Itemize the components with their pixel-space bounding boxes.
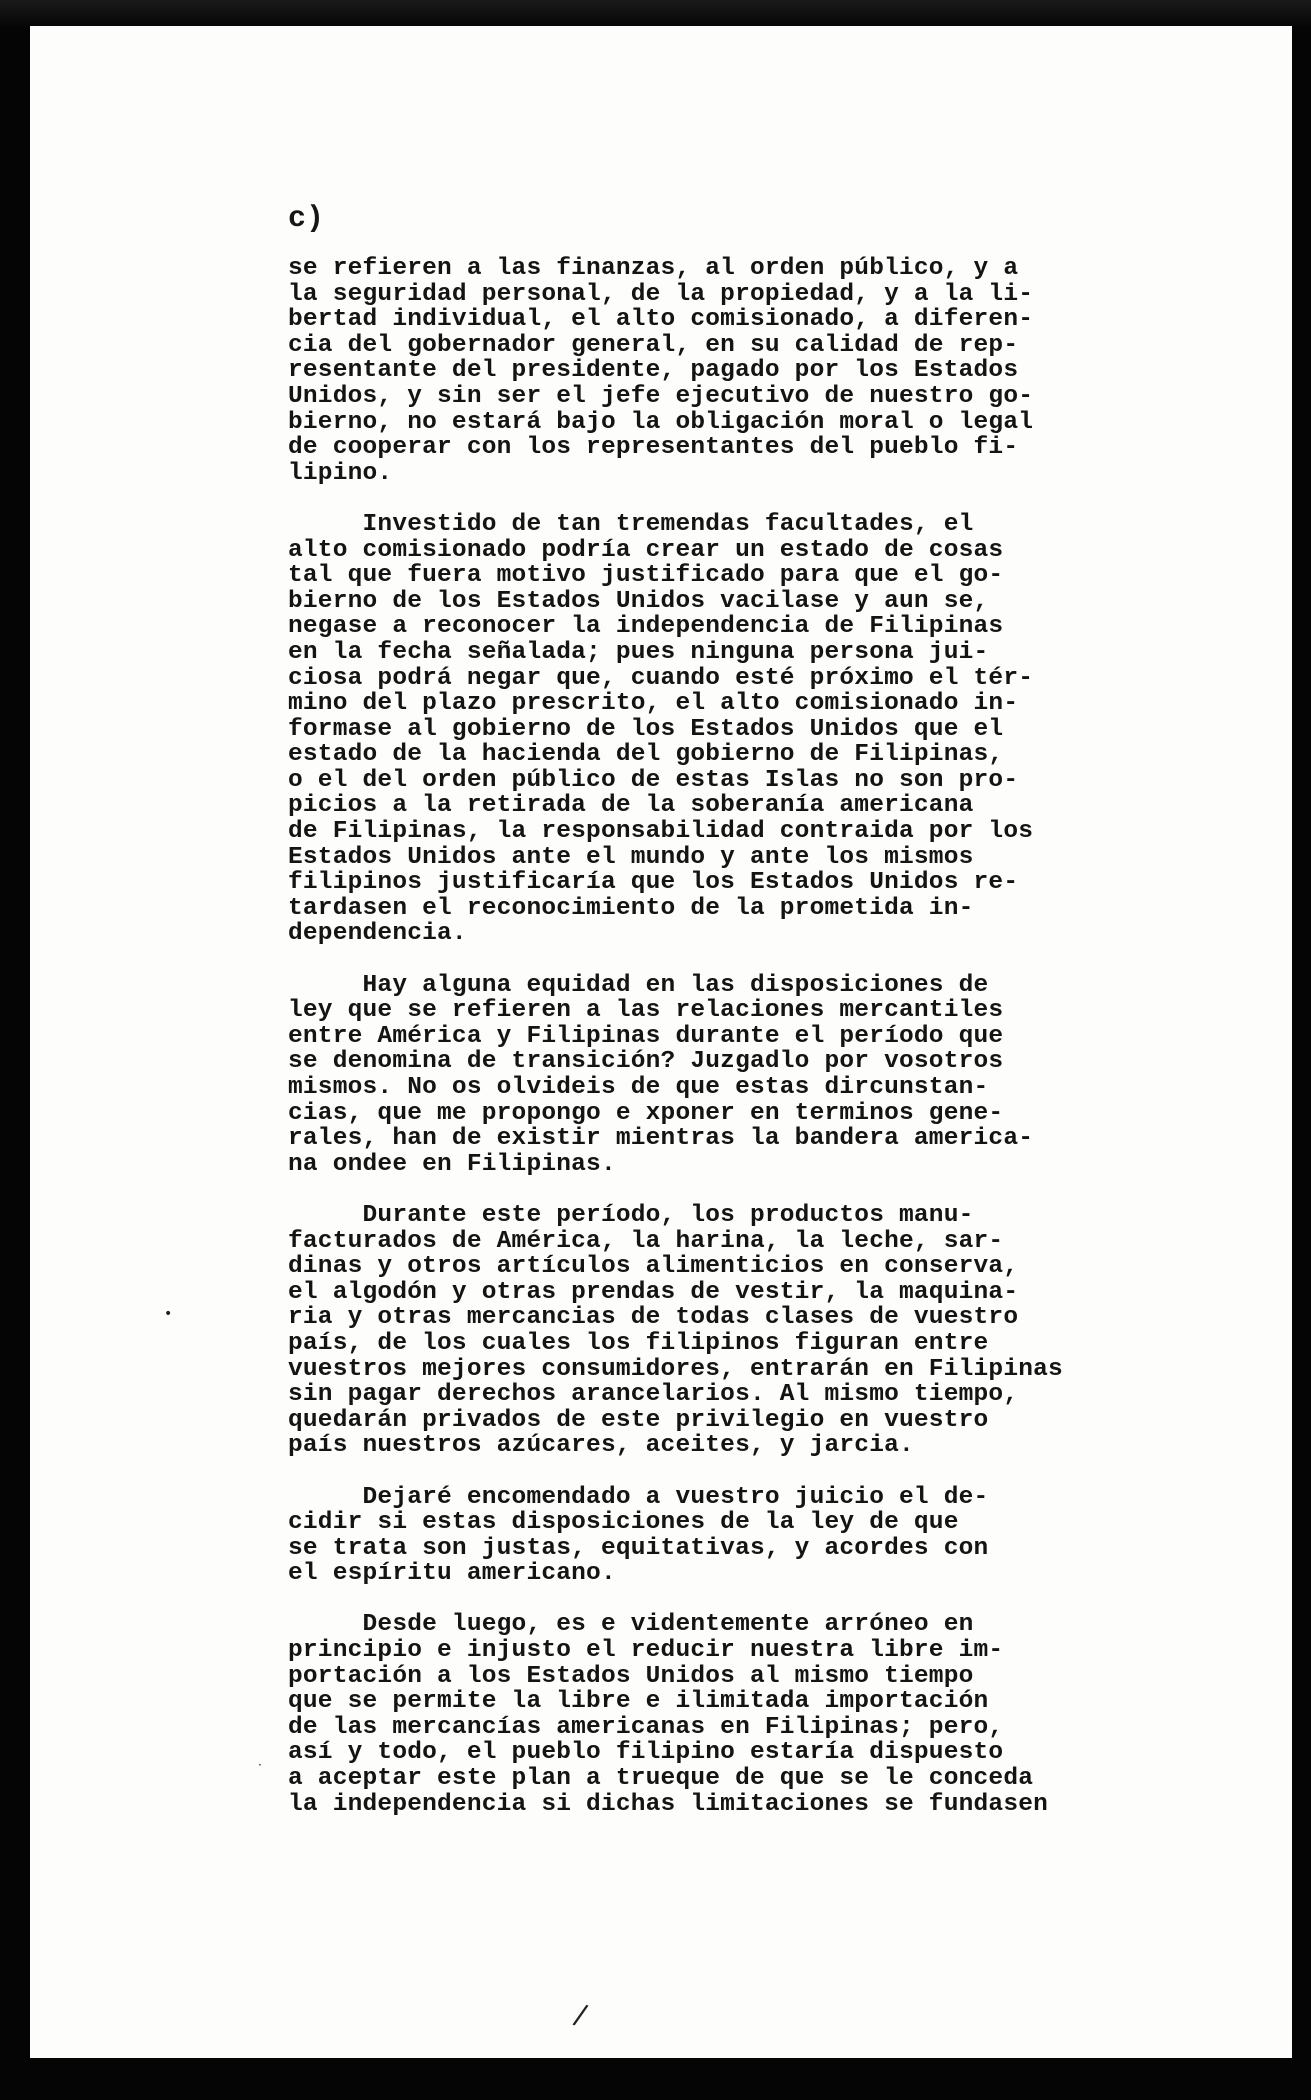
text-line: quedarán privados de este privilegio en vuestro [288, 1406, 989, 1434]
pen-stroke-mark: / [571, 1997, 591, 2032]
text-line: o el del orden público de estas Islas no son pro- [288, 766, 1019, 794]
paragraph [288, 1612, 1128, 1817]
scan-top-edge [0, 0, 1311, 26]
text-line: se refieren a las finanzas, al orden público, y a [288, 255, 1019, 282]
text-line: a aceptar este plan a trueque de que se le conceda [288, 1765, 1034, 1793]
text-line: bierno de los Estados Unidos vacilase y aun se, [288, 587, 989, 615]
text-line: de cooperar con los representantes del pueblo fi- [288, 434, 1019, 462]
text-line: na ondee en Filipinas. [288, 1150, 616, 1178]
text-line: cidir si estas disposiciones de la ley de que [288, 1509, 959, 1537]
text-line: el espíritu americano. [288, 1560, 616, 1588]
text-line: picios a la retirada de la soberanía americana [288, 792, 974, 820]
text-line: facturados de América, la harina, la leche, sar- [288, 1227, 1004, 1255]
text-line: ley que se refieren a las relaciones mercantiles [288, 997, 1004, 1025]
text-line: alto comisionado podría crear un estado de cosas [288, 536, 1004, 564]
text-line: Durante este período, los productos manu- [288, 1201, 974, 1229]
text-line: ria y otras mercancias de todas clases de vuestro [288, 1304, 1019, 1332]
text-line: mino del plazo prescrito, el alto comisionado in- [288, 690, 1019, 718]
text-line: dinas y otros artículos alimenticios en conserva, [288, 1253, 1019, 1281]
text-line: Desde luego, es e videntemente arróneo en [288, 1611, 974, 1639]
text-line: bierno, no estará bajo la obligación moral o legal [288, 408, 1034, 436]
text-line: que se permite la libre e ilimitada importación [288, 1688, 989, 1716]
paragraph [288, 256, 1128, 486]
text-line: de Filipinas, la responsabilidad contraida por los [288, 818, 1034, 846]
text-line: negase a reconocer la independencia de Filipinas [288, 613, 1004, 641]
text-line: sin pagar derechos arancelarios. Al mismo tiempo, [288, 1381, 1019, 1409]
text-line: filipinos justificaría que los Estados Unidos re- [288, 869, 1019, 897]
text-line: ciosa podrá negar que, cuando esté próximo el tér- [288, 664, 1034, 692]
text-line: formase al gobierno de los Estados Unidos que el [288, 715, 1004, 743]
text-line: país nuestros azúcares, aceites, y jarcia. [288, 1432, 914, 1460]
text-line: se trata son justas, equitativas, y acordes con [288, 1534, 989, 1562]
text-line: principio e injusto el reducir nuestra libre im- [288, 1637, 1004, 1665]
text-line: Hay alguna equidad en las disposiciones de [288, 971, 989, 999]
text-line: Dejaré encomendado a vuestro juicio el de- [288, 1483, 989, 1511]
text-line: así y todo, el pueblo filipino estaría dispuesto [288, 1739, 1004, 1767]
ink-speck: • [164, 1306, 173, 1322]
text-line: entre América y Filipinas durante el período que [288, 1022, 1004, 1050]
text-line: resentante del presidente, pagado por los Estados [288, 357, 1019, 385]
text-line: cia del gobernador general, en su calidad de rep- [288, 331, 1019, 359]
text-line: cias, que me propongo e xponer en terminos gene- [288, 1099, 1004, 1127]
text-line: de las mercancías americanas en Filipinas; pero, [288, 1713, 1004, 1741]
text-line: el algodón y otras prendas de vestir, la maquina- [288, 1278, 1019, 1306]
text-line: tal que fuera motivo justificado para que el go- [288, 562, 1004, 590]
text-line: mismos. No os olvideis de que estas dircunstan- [288, 1074, 989, 1101]
text-line: tardasen el reconocimiento de la prometida in- [288, 894, 974, 922]
text-line: Investido de tan tremendas facultades, el [288, 510, 974, 538]
paragraph [288, 1485, 1128, 1587]
paragraph [288, 973, 1128, 1178]
text-line: la independencia si dichas limitaciones se fundasen [288, 1790, 1049, 1818]
text-line: dependencia. [288, 920, 467, 948]
text-line: vuestros mejores consumidores, entrarán en Filipinas [288, 1355, 1063, 1383]
text-line: estado de la hacienda del gobierno de Filipinas, [288, 741, 1004, 769]
text-line: bertad individual, el alto comisionado, a diferen- [288, 306, 1034, 334]
page-marker: c) [288, 202, 325, 236]
text-line: en la fecha señalada; pues ninguna persona jui- [288, 638, 989, 666]
text-line: Estados Unidos ante el mundo y ante los mismos [288, 843, 974, 871]
paragraph [288, 1203, 1128, 1459]
document-body [288, 256, 1128, 1843]
text-line: Unidos, y sin ser el jefe ejecutivo de nuestro go- [288, 382, 1034, 410]
text-line: la seguridad personal, de la propiedad, y a la li- [288, 280, 1034, 308]
text-line: portación a los Estados Unidos al mismo tiempo [288, 1662, 974, 1690]
ink-speck: · [258, 1758, 262, 1772]
paragraph [288, 512, 1128, 947]
text-line: lipino. [288, 459, 393, 487]
text-line: país, de los cuales los filipinos figuran entre [288, 1329, 989, 1357]
text-line: rales, han de existir mientras la bandera america- [288, 1125, 1034, 1153]
text-line: se denomina de transición? Juzgadlo por vosotros [288, 1048, 1004, 1076]
